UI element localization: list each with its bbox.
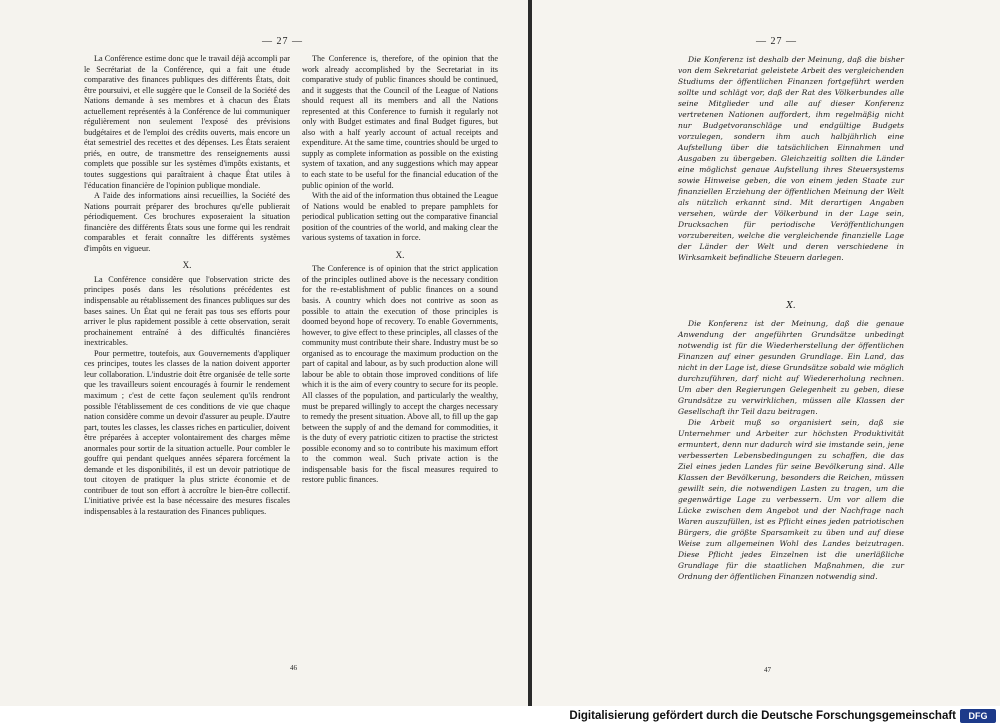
page-number-bottom-left: 46 bbox=[290, 664, 297, 672]
page-number-bottom-right: 47 bbox=[764, 666, 771, 674]
french-section-heading: X. bbox=[182, 260, 192, 271]
german-paragraph-3: Die Arbeit muß so organisiert sein, daß sie Unternehmer und Arbeiter zur höchsten Produktivität ermuntert, denn nur dadurch wird sie imstande sein, jene verbesserten Lebensbedingungen zu schaffen, die das Ziel eines jeden Landes für seine Bevölkerung sind. Alle Klassen der Bevölkerung, besonders die Reichen, müssen gewillt sein, die notwendigen Lasten zu tragen, um die gegenwärtige Lage zu verbessern. Um vor allem die Lücke zwischen dem Angebot und der Nachfrage nach Waren auszufüllen, ist es Pflicht eines jeden patriotischen Bürgers, die größte Sparsamkeit zu üben und auf diese Weise zum allgemeinen Wohl des Landes beizutragen. Diese Pflicht jedes Einzelnen ist die unerläßliche Grundlage für die staatlichen Maßnahmen, die zur Ordnung der öffentlichen Finanzen notwendig sind. bbox=[678, 418, 904, 581]
english-paragraph-1: The Conference is, therefore, of the opinion that the work already accomplished by the Secretariat in its comparative study of public finances should be continued, and it suggests that the Council of the League of Nations should request all its members and all the Nations represented at this Conference to furnish it regularly not only with Budget estimates and final Budget figures, but also with a half yearly account of actual receipts and expenditure. At the same time, countries should be urged to supply as complete information as possible on the existing system of taxation, and any suggestions which may appear to each state to be useful for the financial education of the public opinion of the world. bbox=[302, 54, 498, 190]
right-page bbox=[532, 0, 1000, 706]
french-column bbox=[84, 54, 290, 518]
page-number-top-right: — 27 — bbox=[756, 36, 797, 47]
french-paragraph-2: A l'aide des informations ainsi recueillies, la Société des Nations pourrait préparer des brochures qu'elle publierait périodiquement. Ces brochures exposeraient la situation financière des différents États sous une forme qui les rendrait comparables et ferait connaître les différents systèmes d'impôts en vigueur. bbox=[84, 191, 290, 253]
funding-notice: Digitalisierung gefördert durch die Deutsche Forschungsgemeinschaft bbox=[569, 710, 956, 722]
german-paragraph-2: Die Konferenz ist der Meinung, daß die genaue Anwendung der angeführten Grundsätze unbedingt notwendig ist für die Wiederherstellung der öffentlichen Finanzen auf einer gesunden Grundlage. Ein Land, das nicht in der Lage ist, diese Grundsätze sobald wie möglich durchzuführen, darf nicht auf Wiedererholung rechnen. Um aber den Regierungen Gelegenheit zu geben, diese Grundsätze zu verwirklichen, müssen alle Klassen der Gesellschaft ihr Teil dazu beitragen. bbox=[678, 319, 904, 416]
french-paragraph-4: Pour permettre, toutefois, aux Gouvernements d'appliquer ces principes, toutes les classes de la nation doivent apporter leur collaboration. L'industrie doit être organisée de telle sorte que les travailleurs soient encouragés à fournir le rendement maximum ; c'est de cette façon seulement qu'ils rendront possible l'établissement de ces conditions de vie que chaque nation considère comme un devoir d'assurer au peuple. D'autre part, toutes les classes, les classes riches en particulier, doivent être préparées à accepter volontairement des charges même anormales pour sortir de la situation actuelle. Pour combler le gouffre qui pendant quelques années séparera forcément la demande et les disponibilités, il est un devoir patriotique de tout citoyen de pratiquer la plus stricte économie et de contribuer de tout son effort à accroître le bien-être collectif. L'initiative privée est la base nécessaire des mesures fiscales indispensables à la restauration des Finances publiques. bbox=[84, 348, 290, 516]
french-paragraph-1: La Conférence estime donc que le travail déjà accompli par le Secrétariat de la Conférence, qui a fait une étude comparative des finances publiques des différents États, doit être poursuivi, et elle suggère que le Conseil de la Société des Nations demande à ses membres et à chacun des États actuellement représentés à la Conférence de lui communiquer régulièrement non seulement l'exposé des prévisions budgétaires et de l'emploi des crédits ouverts, mais encore un état semestriel des recettes et des dépenses. Les États seraient priés, en outre, de transmettre des renseignements aussi complets que possible sur les systèmes d'impôts existants, et toutes suggestions qui paraîtraient à chaque État utiles à l'éducation financière de l'opinion publique mondiale. bbox=[84, 54, 290, 190]
german-section-heading: X. bbox=[786, 301, 796, 311]
page-number-top-left: — 27 — bbox=[262, 36, 303, 47]
german-column bbox=[678, 54, 904, 582]
english-section-heading: X. bbox=[395, 249, 405, 260]
french-paragraph-3: La Conférence considère que l'observation stricte des principes posés dans les résolutions précédentes est indispensable au rétablissement des finances publiques sur des bases saines. Un État qui ne ferait pas tous ses efforts pour arriver le plus rapidement possible à cette observation, serait prochainement entraîné à des difficultés financières inextricables. bbox=[84, 274, 290, 348]
english-paragraph-3: The Conference is of opinion that the strict application of the principles outlined above is the necessary condition for the re-establishment of public finances on a sound basis. A country which does not contrive as soon as possible to attain the execution of those principles is doomed beyond hope of recovery. To enable Governments, however, to give effect to these principles, all classes of the community must contribute their share. Industry must be so organised as to encourage the maximum production on the part of capital and labour, as by such production alone will labour be able to obtain those improved conditions of life which it is the aim of every country to secure for its people. All classes of the population, and particularly the wealthy, must be prepared willingly to accept the charges necessary to remedy the present situation. Above all, to fill up the gap between the supply of and the demand for commodities, it is the duty of every patriotic citizen to practise the strictest possible economy and so to contribute his maximum effort to the common weal. Such private action is the indispensable basis for the fiscal measures required to restore public finances. bbox=[302, 264, 498, 485]
digitization-footer bbox=[0, 706, 1000, 727]
english-paragraph-2: With the aid of the information thus obtained the League of Nations would be enabled to prepare pamphlets for periodical publication setting out the comparative financial position of the countries of the world, and making clear the various systems of taxation in force. bbox=[302, 191, 498, 243]
german-paragraph-1: Die Konferenz ist deshalb der Meinung, daß die bisher von dem Sekretariat geleistete Arbeit des vergleichenden Studiums der öffentlichen Finanzen fortgeführt werden sollte und schlägt vor, daß der Rat des Völkerbundes alle seine Mitglieder und alle auf dieser Konferenz vertretenen Nationen auffordert, ihm regelmäßig nicht nur Budgetvoranschläge und endgültige Budgets vorzulegen, sondern ihm auch halbjährlich eine Aufstellung über die tatsächlichen Einnahmen und Ausgaben zu übergeben. Gleichzeitig sollten die Länder eine möglichst genaue Aufstellung ihres Steuersystems sowie Hinweise geben, die von einem jeden Staate zur finanziellen Erziehung der öffentlichen Meinung der Welt als nützlich erkannt sind. Mit derartigen Angaben versehen, würde der Völkerbund in der Lage sein, Drucksachen für periodische Veröffentlichungen vorzubereiten, welche die vergleichende finanzielle Lage der Länder der Welt und deren verschiedene in Wirksamkeit befindliche Steuern darlegen. bbox=[678, 55, 904, 262]
dfg-logo: DFG bbox=[960, 709, 996, 723]
english-column bbox=[302, 54, 498, 486]
